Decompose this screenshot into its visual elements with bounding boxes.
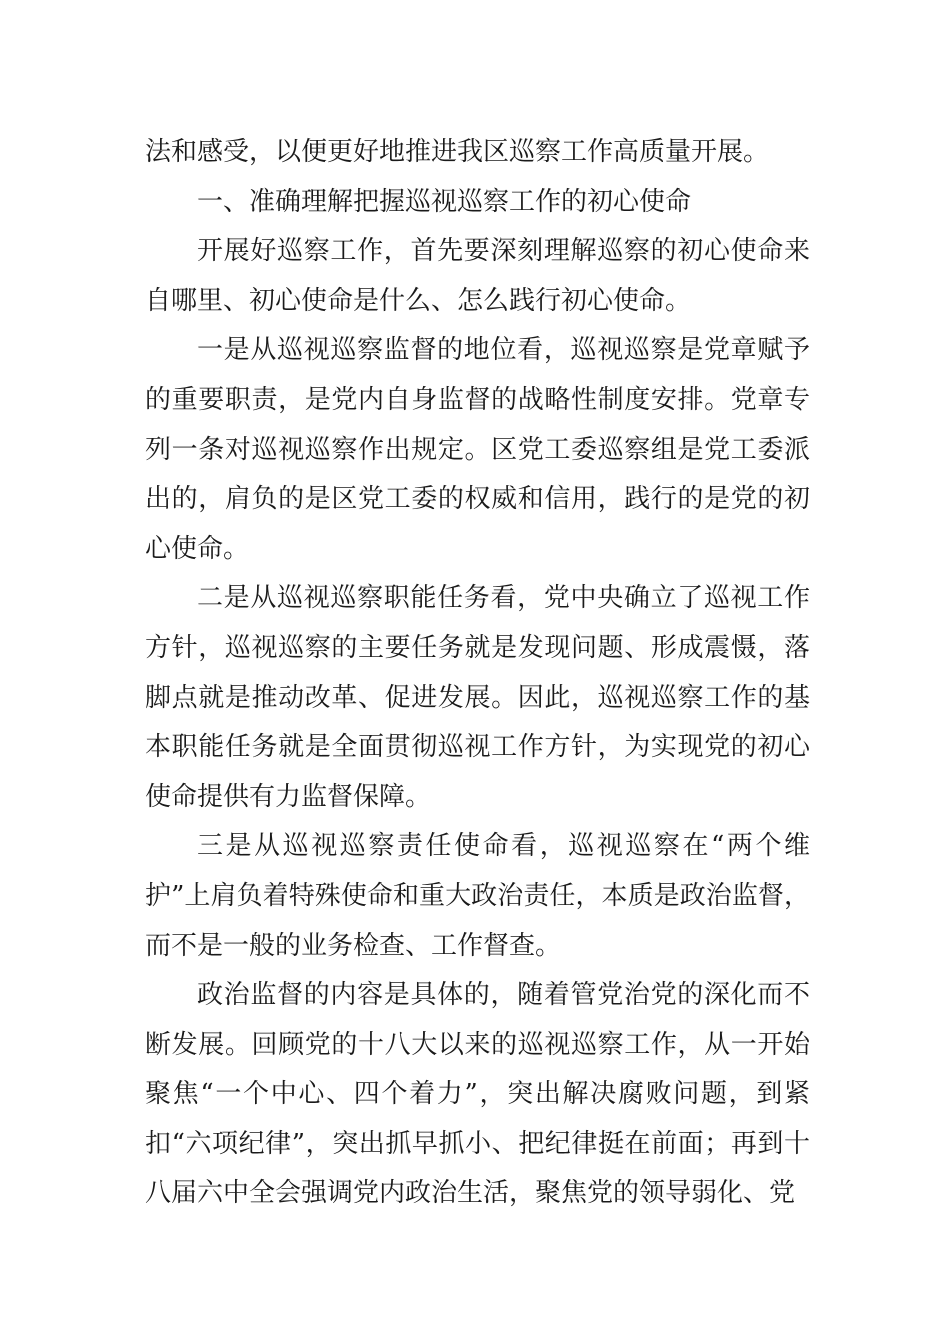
paragraph-continuation: 法和感受，以便更好地推进我区巡察工作高质量开展。 xyxy=(145,137,770,167)
paragraph-intro: 开展好巡察工作，首先要深刻理解巡察的初心使命来自哪里、初心使命是什么、怎么践行初心使命。 xyxy=(145,236,810,316)
document-body xyxy=(145,128,810,1219)
paragraph-point-three: 三是从巡视巡察责任使命看，巡视巡察在“两个维护”上肩负着特殊使命和重大政治责任，本质是政治监督，而不是一般的业务检查、工作督查。 xyxy=(145,831,810,961)
paragraph-point-two: 二是从巡视巡察职能任务看，党中央确立了巡视工作方针，巡视巡察的主要任务就是发现问题、形成震慑，落脚点就是推动改革、促进发展。因此，巡视巡察工作的基本职能任务就是全面贯彻巡视工作方针，为实现党的初心使命提供有力监督保障。 xyxy=(145,583,810,812)
section-heading: 一、准确理解把握巡视巡察工作的初心使命 xyxy=(197,186,692,217)
paragraph-point-one: 一是从巡视巡察监督的地位看，巡视巡察是党章赋予的重要职责，是党内自身监督的战略性制度安排。党章专列一条对巡视巡察作出规定。区党工委巡察组是党工委派出的，肩负的是区党工委的权威和信用，践行的是党的初心使命。 xyxy=(145,335,810,564)
paragraph-political-supervision: 政治监督的内容是具体的，随着管党治党的深化而不断发展。回顾党的十八大以来的巡视巡察工作，从一开始聚焦“一个中心、四个着力”，突出解决腐败问题，到紧扣“六项纪律”，突出抓早抓小、把纪律挺在前面；再到十八届六中全会强调党内政治生活，聚焦党的领导弱化、党 xyxy=(145,980,810,1209)
